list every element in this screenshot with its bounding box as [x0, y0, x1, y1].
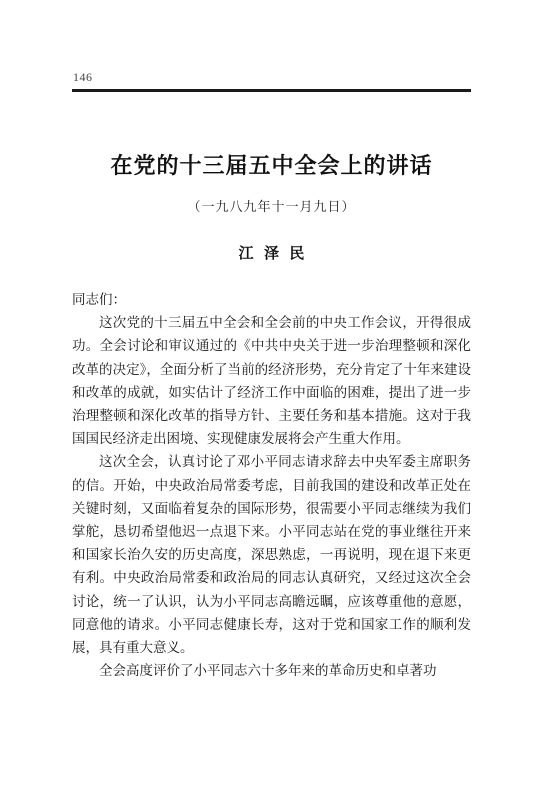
paragraph-1: 这次党的十三届五中全会和全会前的中央工作会议，开得很成功。全会讨论和审议通过的《中共中央关于进一步治理整顿和深化改革的决定》，全面分析了当前的经济形势，充分肯定了十年来建设和改革的成就，如实估计了经济工作中面临的困难，提出了进一步治理整顿和深化改革的指导方针、主要任务和基本措施。这对于我国国民经济走出困境、实现健康发展将会产生重大作用。: [72, 315, 471, 448]
speech-title: 在党的十三届五中全会上的讲话: [110, 154, 433, 179]
speech-date: （一九八九年十一月九日）: [187, 200, 356, 215]
speech-body: [72, 289, 471, 683]
salutation: 同志们：: [72, 292, 126, 308]
speech-author: 江 泽 民: [238, 244, 305, 262]
header-rule: [72, 89, 471, 92]
paragraph-3: 全会高度评价了小平同志六十多年来的革命历史和卓著功: [99, 663, 437, 680]
paragraph-2: 这次全会，认真讨论了邓小平同志请求辞去中央军委主席职务的信。开始，中央政治局常委考虑，目前我国的建设和改革正处在关键时刻，又面临着复杂的国际形势，很需要小平同志继续为我们掌舵，恳切希望他迟一点退下来。小平同志站在党的事业继往开来和国家长治久安的历史高度，深思熟虑，一再说明，现在退下来更有利。中央政治局常委和政治局的同志认真研究，又经过这次全会讨论，统一了认识，认为小平同志高瞻远瞩，应该尊重他的意愿，同意他的请求。小平同志健康长寿，这对于党和国家工作的顺利发展，具有重大意义。: [72, 454, 471, 657]
page-number: 146: [73, 70, 93, 84]
